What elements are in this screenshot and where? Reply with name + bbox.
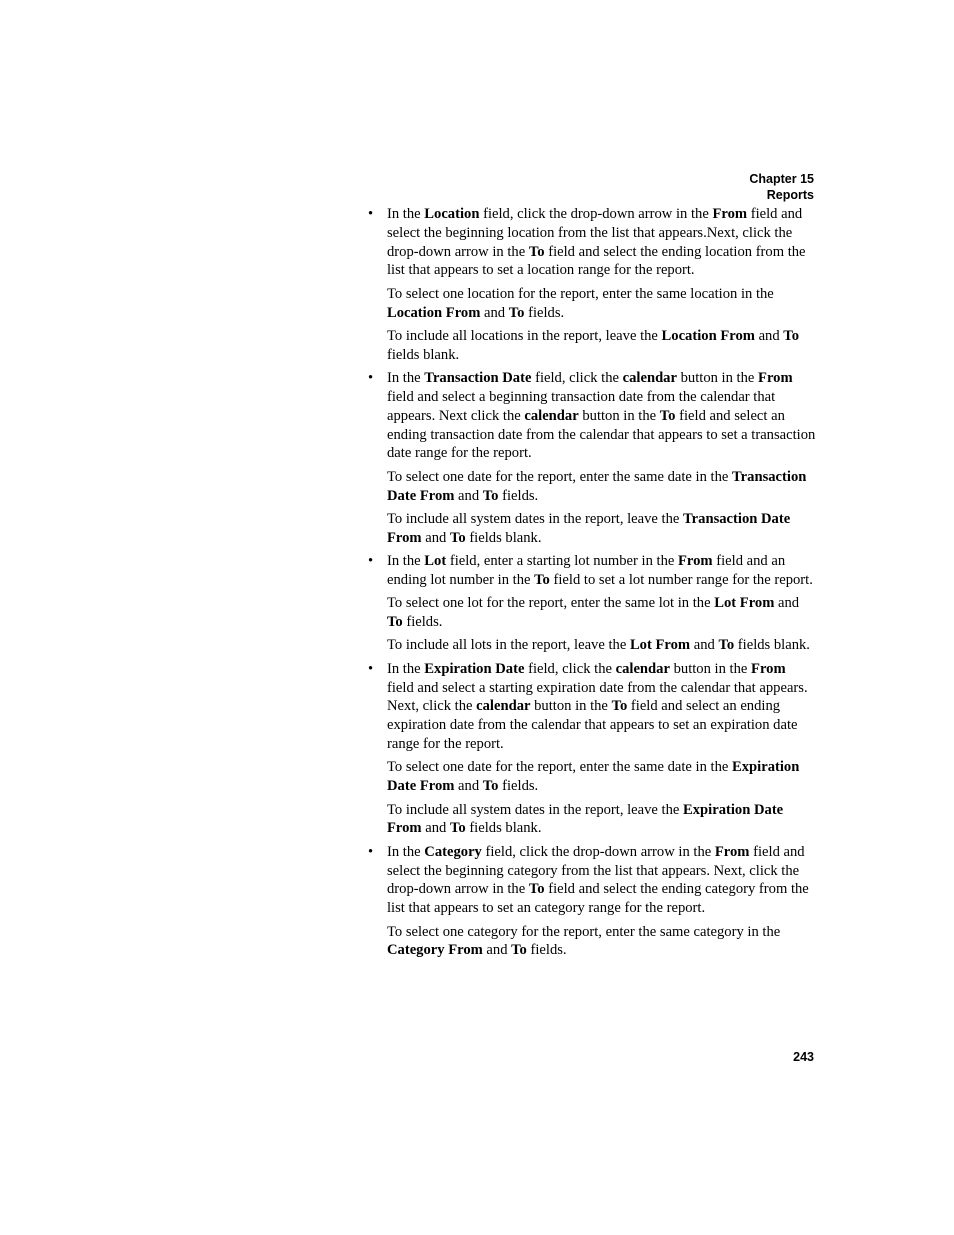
text-run: button in the <box>530 698 612 715</box>
bullet-item <box>368 369 816 547</box>
text-run: field and select the ending location from the list that appears to set a location range for the report. <box>387 243 806 279</box>
bold-term: From <box>751 660 786 677</box>
chapter-label: Chapter 15 <box>749 172 814 186</box>
text-run: field, click the <box>531 370 623 387</box>
text-run: button in the <box>669 660 752 677</box>
text-run: and <box>482 942 512 959</box>
text-run: fields blank. <box>465 529 542 546</box>
bullet-text <box>387 369 816 463</box>
text-run: field and select a starting expiration date from the calendar that appears. Next, click the <box>387 679 808 715</box>
text-run: button in the <box>578 407 660 424</box>
bold-term: From <box>714 843 750 860</box>
text-run: To include all locations in the report, leave the <box>387 327 662 344</box>
text-run: field and select a beginning transaction date from the calendar that appears. Next click the <box>387 388 776 424</box>
note-paragraph <box>387 285 816 323</box>
body-content <box>368 205 816 965</box>
bold-term: To <box>659 407 676 424</box>
text-run: In the <box>387 370 425 387</box>
bullet-item <box>368 552 816 655</box>
text-run: field and select an ending transaction date from the calendar that appears to set a transaction date range for the report. <box>387 407 816 462</box>
text-run: field and select the ending category from the list that appears to set an category range for the report. <box>387 881 809 917</box>
bold-term: To <box>718 637 735 654</box>
bold-term: Transaction Date <box>424 370 532 387</box>
running-head <box>749 171 814 203</box>
note-paragraph <box>387 923 816 961</box>
text-run: and <box>421 529 450 546</box>
bold-term: To <box>482 487 499 504</box>
text-run: and <box>421 820 450 837</box>
text-run: fields blank. <box>465 820 542 837</box>
bold-term: Location From <box>661 327 755 344</box>
bold-term: To <box>611 698 628 715</box>
text-run: In the <box>387 553 425 570</box>
bold-term: To <box>528 881 545 898</box>
bold-term: To <box>449 529 466 546</box>
bold-term: calendar <box>524 407 579 424</box>
bold-term: From <box>712 206 748 222</box>
text-run: field and an ending lot number in the <box>387 553 786 588</box>
text-run: To include all system dates in the report, leave the <box>387 510 684 527</box>
bold-term: Category <box>424 843 482 860</box>
text-run: To select one location for the report, enter the same location in the <box>387 285 774 302</box>
text-run: fields. <box>498 778 539 795</box>
note-paragraph <box>387 758 816 796</box>
text-run: and <box>454 487 483 504</box>
bullet-marker: • <box>368 553 374 570</box>
bold-term: Expiration Date From <box>387 801 784 837</box>
text-run: field and select the beginning category from the list that appears. Next, click the drop-down arrow in the <box>387 843 805 898</box>
text-run: To select one date for the report, enter the same date in the <box>387 468 733 485</box>
bold-term: calendar <box>615 660 670 677</box>
note-paragraph <box>387 594 816 632</box>
bullet-text <box>387 205 816 280</box>
note-paragraph <box>387 510 816 548</box>
text-run: field to set a lot number range for the report. <box>549 571 813 588</box>
text-run: In the <box>387 206 425 222</box>
bullet-marker: • <box>368 206 374 222</box>
bold-term: Location From <box>387 304 481 321</box>
bullet-item <box>368 660 816 838</box>
text-run: To select one date for the report, enter the same date in the <box>387 759 733 776</box>
bold-term: Expiration Date <box>424 660 525 677</box>
bullet-marker: • <box>368 370 374 387</box>
text-run: button in the <box>676 370 759 387</box>
bullet-item <box>368 843 816 960</box>
text-run: and <box>754 327 784 344</box>
text-run: To include all system dates in the report, leave the <box>387 801 684 818</box>
text-run: field, click the <box>524 660 616 677</box>
note-paragraph <box>387 468 816 506</box>
bold-term: Location <box>424 206 480 222</box>
bold-term: From <box>758 370 793 387</box>
text-run: field, click the drop-down arrow in the <box>481 843 715 860</box>
bullet-marker: • <box>368 660 374 677</box>
text-run: fields. <box>526 942 567 959</box>
bullet-text <box>387 552 816 590</box>
bold-term: To <box>528 243 545 260</box>
text-run: fields blank. <box>734 637 810 654</box>
text-run: and <box>690 637 719 654</box>
bold-term: Transaction Date From <box>387 510 791 546</box>
text-run: To select one category for the report, enter the same category in the <box>387 923 781 940</box>
bold-term: Expiration Date From <box>387 759 800 795</box>
bold-term: Lot From <box>714 595 775 612</box>
bold-term: Category From <box>387 942 483 959</box>
note-paragraph <box>387 327 816 365</box>
bold-term: To <box>387 614 403 631</box>
bold-term: Transaction Date From <box>387 468 807 504</box>
text-run: and <box>774 595 800 612</box>
bold-term: To <box>783 327 799 344</box>
bold-term: To <box>511 942 527 959</box>
text-run: field and select the beginning location from the list that appears.Next, click the drop-down arrow in the <box>387 206 803 260</box>
bold-term: Lot <box>424 553 447 570</box>
bullet-item <box>368 205 816 365</box>
text-run: field, enter a starting lot number in the <box>446 553 678 570</box>
note-paragraph <box>387 801 816 839</box>
bullet-text <box>387 660 816 754</box>
text-run: field, click the drop-down arrow in the <box>479 206 713 222</box>
page-number: 243 <box>793 1050 814 1064</box>
bold-term: calendar <box>476 698 531 715</box>
bold-term: To <box>482 778 499 795</box>
bold-term: To <box>508 304 525 321</box>
bold-term: Lot From <box>629 637 691 654</box>
bold-term: From <box>678 553 713 570</box>
note-paragraph <box>387 636 816 655</box>
text-run: field and select an ending expiration date from the calendar that appears to set an expiration date range for the report. <box>387 698 798 753</box>
text-run: fields. <box>524 304 565 321</box>
text-run: To select one lot for the report, enter the same lot in the <box>387 595 715 612</box>
bullet-marker: • <box>368 843 374 860</box>
text-run: fields blank. <box>387 346 460 363</box>
section-label: Reports <box>766 188 814 202</box>
text-run: In the <box>387 660 425 677</box>
text-run: To include all lots in the report, leave the <box>387 637 630 654</box>
text-run: and <box>480 304 509 321</box>
text-run: fields. <box>402 614 443 631</box>
bold-term: To <box>534 571 550 588</box>
text-run: In the <box>387 843 425 860</box>
bullet-text <box>387 843 816 918</box>
bold-term: To <box>449 820 466 837</box>
text-run: and <box>454 778 483 795</box>
bold-term: calendar <box>622 370 677 387</box>
text-run: fields. <box>498 487 539 504</box>
